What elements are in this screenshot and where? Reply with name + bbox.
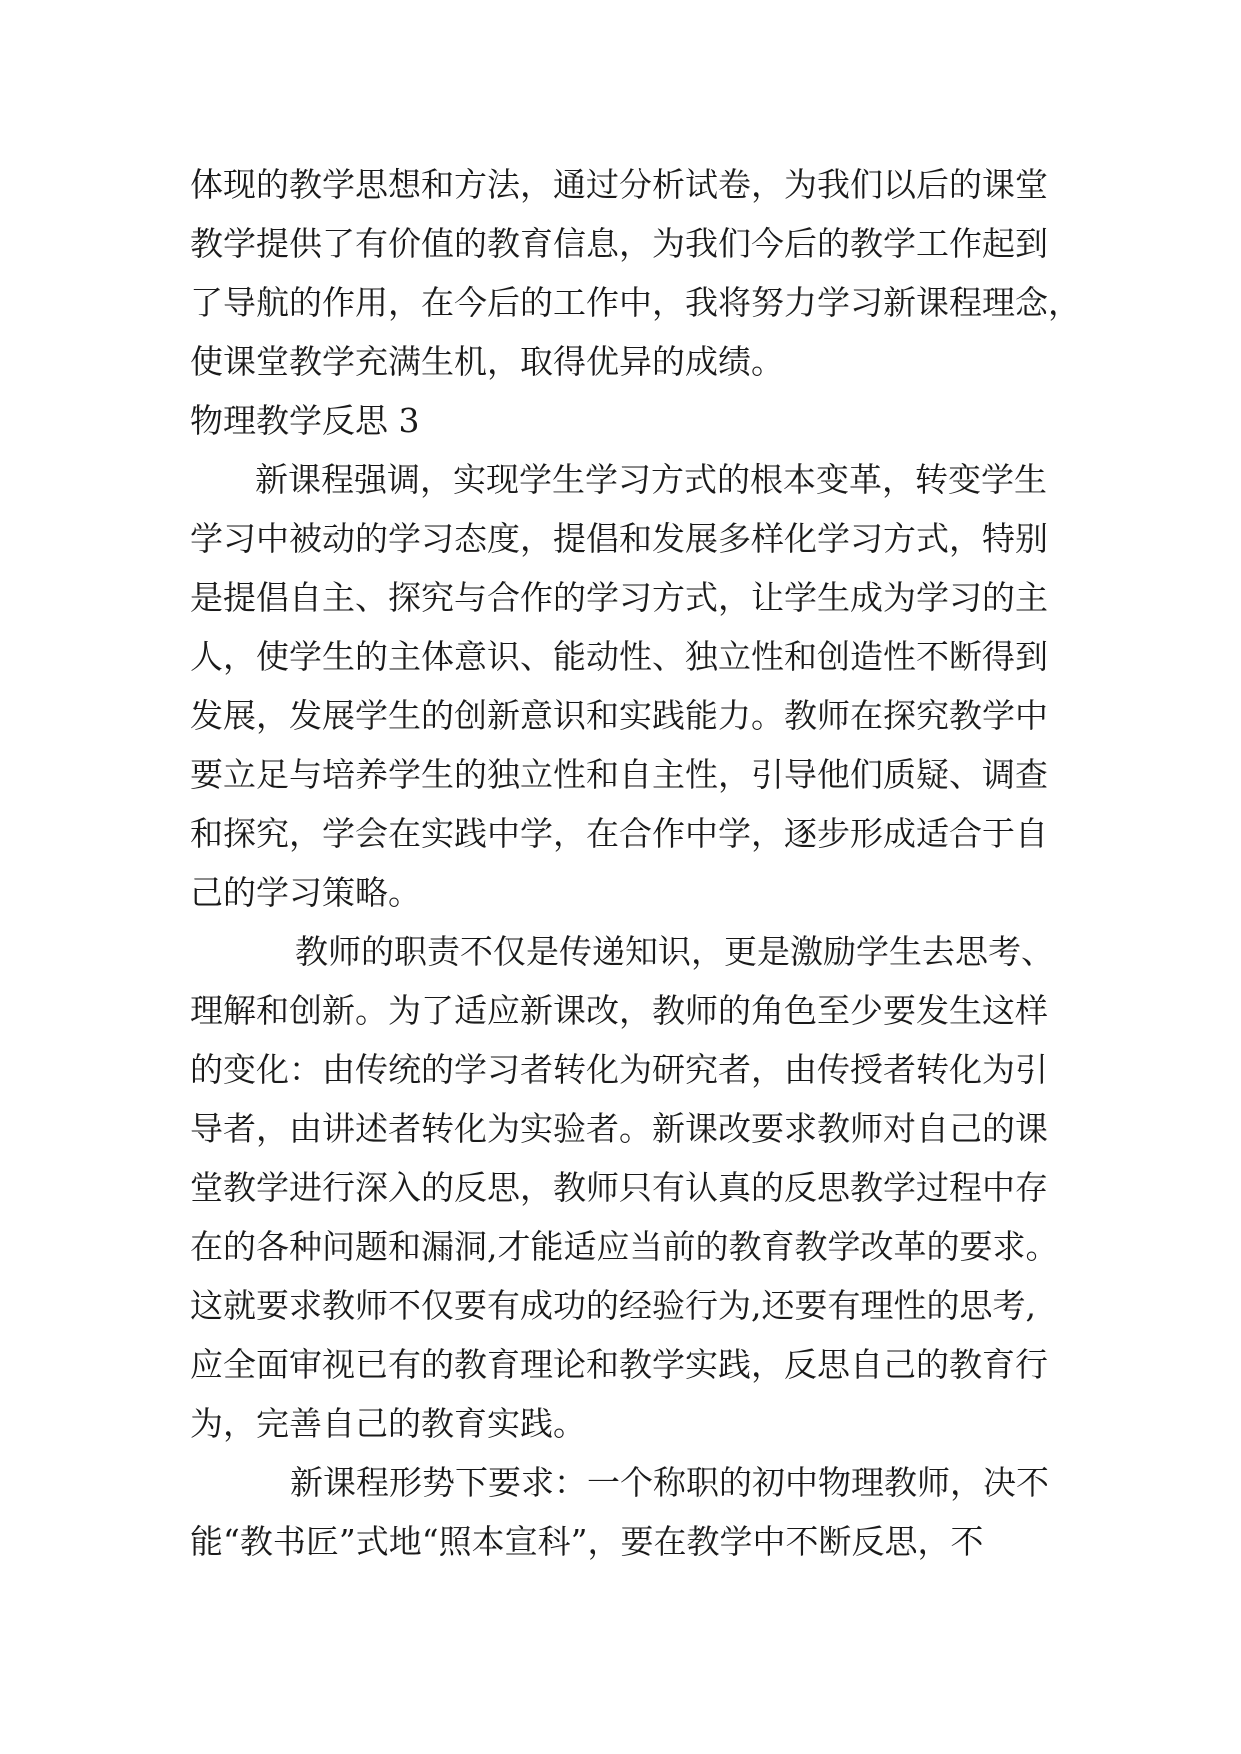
text-line: 学习中被动的学习态度，提倡和发展多样化学习方式，特别	[190, 519, 1048, 558]
text-line: 应全面审视已有的教育理论和教学实践，反思自己的教育行	[190, 1345, 1048, 1384]
text-line: 这就要求教师不仅要有成功的经验行为,还要有理性的思考,	[190, 1286, 1036, 1325]
text-line: 是提倡自主、探究与合作的学习方式，让学生成为学习的主	[190, 578, 1048, 617]
text-line: 在的各种问题和漏洞,才能适应当前的教育教学改革的要求。	[190, 1227, 1059, 1266]
text-line: 能“教书匠”式地“照本宣科”，要在教学中不断反思，不	[190, 1522, 984, 1561]
text-line: 导者，由讲述者转化为实验者。新课改要求教师对自己的课	[190, 1109, 1048, 1148]
section-heading: 物理教学反思 3	[190, 401, 420, 440]
text-line: 堂教学进行深入的反思，教师只有认真的反思教学过程中存	[190, 1168, 1048, 1207]
text-line: 的变化：由传统的学习者转化为研究者，由传授者转化为引	[190, 1050, 1048, 1089]
text-line: 新课程强调，实现学生学习方式的根本变革，转变学生	[255, 460, 1047, 499]
text-line: 了导航的作用，在今后的工作中，我将努力学习新课程理念，	[190, 283, 1081, 322]
text-line: 为，完善自己的教育实践。	[190, 1404, 586, 1443]
text-line: 新课程形势下要求：一个称职的初中物理教师，决不	[290, 1463, 1049, 1502]
text-line: 理解和创新。为了适应新课改，教师的角色至少要发生这样	[190, 991, 1048, 1030]
text-line: 要立足与培养学生的独立性和自主性，引导他们质疑、调查	[190, 755, 1048, 794]
text-line: 教师的职责不仅是传递知识，更是激励学生去思考、	[295, 932, 1054, 971]
text-line: 体现的教学思想和方法，通过分析试卷，为我们以后的课堂	[190, 165, 1048, 204]
text-line: 己的学习策略。	[190, 873, 421, 912]
text-line: 使课堂教学充满生机，取得优异的成绩。	[190, 342, 784, 381]
text-line: 发展，发展学生的创新意识和实践能力。教师在探究教学中	[190, 696, 1048, 735]
text-line: 和探究，学会在实践中学，在合作中学，逐步形成适合于自	[190, 814, 1048, 853]
text-line: 人，使学生的主体意识、能动性、独立性和创造性不断得到	[190, 637, 1048, 676]
text-line: 教学提供了有价值的教育信息，为我们今后的教学工作起到	[190, 224, 1048, 263]
